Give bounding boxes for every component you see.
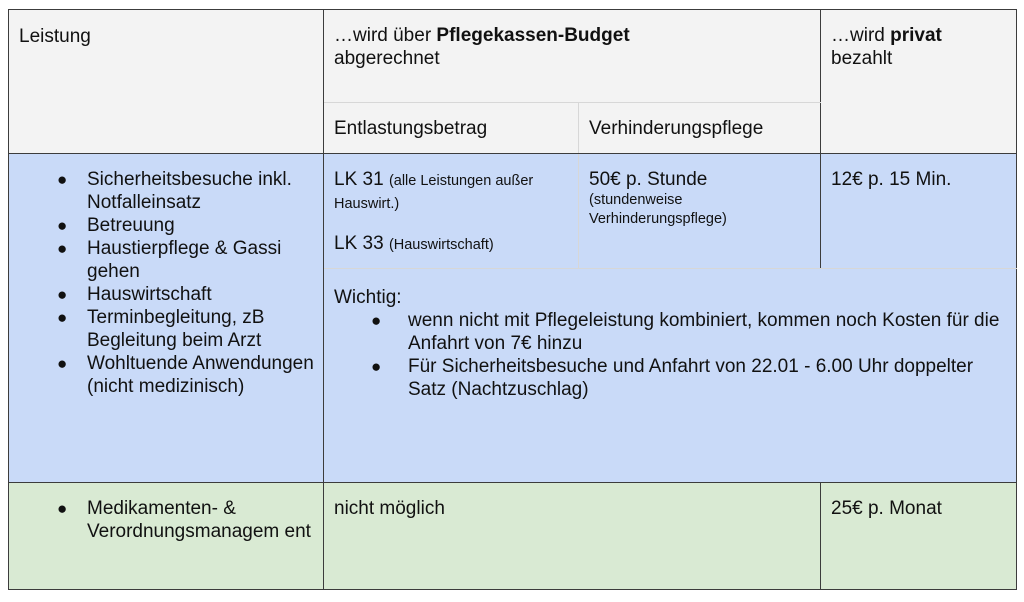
medication-private-cell <box>821 483 1017 590</box>
service-text: Hauswirtschaft <box>87 284 212 305</box>
services-list <box>9 154 323 398</box>
lk31-line <box>334 168 568 214</box>
bullet-icon: ● <box>57 285 68 304</box>
bullet-icon: ● <box>57 354 68 373</box>
subheader-entlastungsbetrag-label: Entlastungsbetrag <box>334 118 488 139</box>
important-title: Wichtig: <box>334 287 402 308</box>
medication-list <box>9 483 323 543</box>
header-budget-bold: Pflegekassen-Budget <box>436 25 630 46</box>
lk33-code: LK 33 <box>334 233 384 254</box>
bullet-icon: ● <box>57 308 68 327</box>
header-budget-prefix: …wird über <box>334 25 437 46</box>
service-text: Betreuung <box>87 215 175 236</box>
service-text: Haustierpflege & Gassi gehen <box>87 238 282 282</box>
important-list <box>334 309 1006 401</box>
lk31-note: (alle Leistungen außer Hauswirt.) <box>334 173 534 212</box>
header-privat <box>821 10 1017 154</box>
header-leistung <box>9 10 324 154</box>
service-text: Wohltuende Anwendungen (nicht medizinisch) <box>87 353 314 397</box>
vp-price: 50€ p. Stunde <box>589 169 708 190</box>
list-item <box>9 352 323 398</box>
list-item <box>9 237 323 283</box>
list-item <box>9 497 323 543</box>
vp-note: (stundenweise Verhinderungspflege) <box>589 192 727 227</box>
list-item <box>9 306 323 352</box>
subheader-verhinderungspflege-label: Verhinderungspflege <box>589 118 764 139</box>
list-item <box>9 283 323 306</box>
medication-budget-cell <box>324 483 821 590</box>
list-item <box>334 355 1006 401</box>
verhinderungspflege-cell <box>579 154 821 269</box>
bullet-icon: ● <box>371 311 382 330</box>
bullet-icon: ● <box>371 357 382 376</box>
header-privat-suffix: bezahlt <box>831 48 893 69</box>
lk31-code: LK 31 <box>334 169 384 190</box>
subheader-verhinderungspflege <box>579 103 821 154</box>
list-item <box>334 309 1006 355</box>
important-text: Für Sicherheitsbesuche und Anfahrt von 22.01 - 6.00 Uhr doppelter Satz (Nachtzuschlag) <box>408 356 974 400</box>
bullet-icon: ● <box>57 499 68 518</box>
bullet-icon: ● <box>57 216 68 235</box>
lk33-note: (Hauswirtschaft) <box>388 237 494 253</box>
medication-budget-text: nicht möglich <box>334 498 445 519</box>
service-text: Sicherheitsbesuche inkl. Notfalleinsatz <box>87 169 292 213</box>
medication-service-cell <box>9 483 324 590</box>
header-budget <box>324 10 821 103</box>
subheader-entlastungsbetrag <box>324 103 579 154</box>
private-price-row1: 12€ p. 15 Min. <box>831 169 952 190</box>
service-text: Terminbegleitung, zB Begleitung beim Arzt <box>87 307 265 351</box>
header-leistung-label: Leistung <box>19 26 91 47</box>
pricing-table <box>8 9 1016 590</box>
services-cell <box>9 154 324 483</box>
header-budget-suffix: abgerechnet <box>334 48 440 69</box>
list-item <box>9 214 323 237</box>
important-note-cell <box>324 269 1017 483</box>
private-price-cell <box>821 154 1017 269</box>
medication-service-text: Medikamenten- & Verordnungsmanagem ent <box>87 498 311 542</box>
bullet-icon: ● <box>57 170 68 189</box>
entlastungsbetrag-cell <box>324 154 579 269</box>
lk33-line <box>334 232 568 255</box>
header-privat-prefix: …wird <box>831 25 891 46</box>
header-privat-bold: privat <box>890 25 942 46</box>
important-text: wenn nicht mit Pflegeleistung kombiniert, kommen noch Kosten für die Anfahrt von 7€ hinzu <box>408 310 1000 354</box>
list-item <box>9 168 323 214</box>
medication-private-price: 25€ p. Monat <box>831 498 942 519</box>
bullet-icon: ● <box>57 239 68 258</box>
